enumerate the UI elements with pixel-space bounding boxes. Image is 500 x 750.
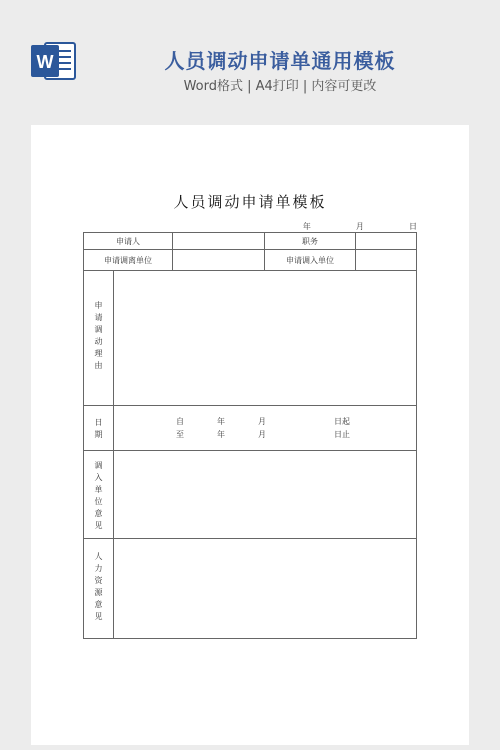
- form-row-in-unit-opinion: [84, 451, 417, 539]
- applicant-label: 申请人: [84, 233, 173, 250]
- date-from-prefix: 自: [176, 417, 184, 426]
- date-label: 日期: [94, 418, 103, 442]
- form-row-date: [84, 406, 417, 451]
- date-to-year: 年: [217, 430, 225, 439]
- reason-label: 申请调动理由: [94, 301, 103, 373]
- form-row-units: [84, 250, 417, 271]
- reason-field[interactable]: [114, 271, 417, 406]
- out-unit-field[interactable]: [173, 250, 265, 271]
- position-field[interactable]: [356, 233, 417, 250]
- date-from-day: 日起: [334, 417, 350, 426]
- in-unit-opinion-label-cell: [84, 451, 114, 539]
- header-title: 人员调动申请单通用模板: [164, 49, 396, 73]
- page-header: [0, 0, 500, 120]
- date-to-month: 月: [258, 430, 266, 439]
- hr-opinion-label: 人力资源意见: [94, 551, 103, 624]
- out-unit-label: 申请调离单位: [84, 250, 173, 271]
- date-from-month: 月: [258, 417, 266, 426]
- date-label-cell: [84, 406, 114, 451]
- hr-opinion-field[interactable]: [114, 539, 417, 639]
- transfer-form-table: [83, 232, 417, 639]
- date-line: 年 月 日: [302, 222, 417, 231]
- date-to-prefix: 至: [176, 430, 184, 439]
- word-icon-letter: W: [36, 52, 54, 72]
- date-to-day: 日止: [334, 430, 350, 439]
- document-title: 人员调动申请单模板: [173, 193, 327, 211]
- date-range-cell[interactable]: [114, 406, 417, 451]
- header-subtitle: Word格式 | A4打印 | 内容可更改: [183, 79, 377, 94]
- document-page: [31, 125, 469, 745]
- in-unit-opinion-label: 调入单位意见: [94, 460, 103, 533]
- form-row-hr-opinion: [84, 539, 417, 639]
- in-unit-label: 申请调入单位: [265, 250, 356, 271]
- in-unit-field[interactable]: [356, 250, 417, 271]
- hr-opinion-label-cell: [84, 539, 114, 639]
- form-row-reason: [84, 271, 417, 406]
- position-label: 职务: [265, 233, 356, 250]
- word-document-icon: [31, 41, 77, 81]
- form-row-applicant: [84, 233, 417, 250]
- date-from-year: 年: [217, 417, 225, 426]
- applicant-field[interactable]: [173, 233, 265, 250]
- reason-label-cell: [84, 271, 114, 406]
- in-unit-opinion-field[interactable]: [114, 451, 417, 539]
